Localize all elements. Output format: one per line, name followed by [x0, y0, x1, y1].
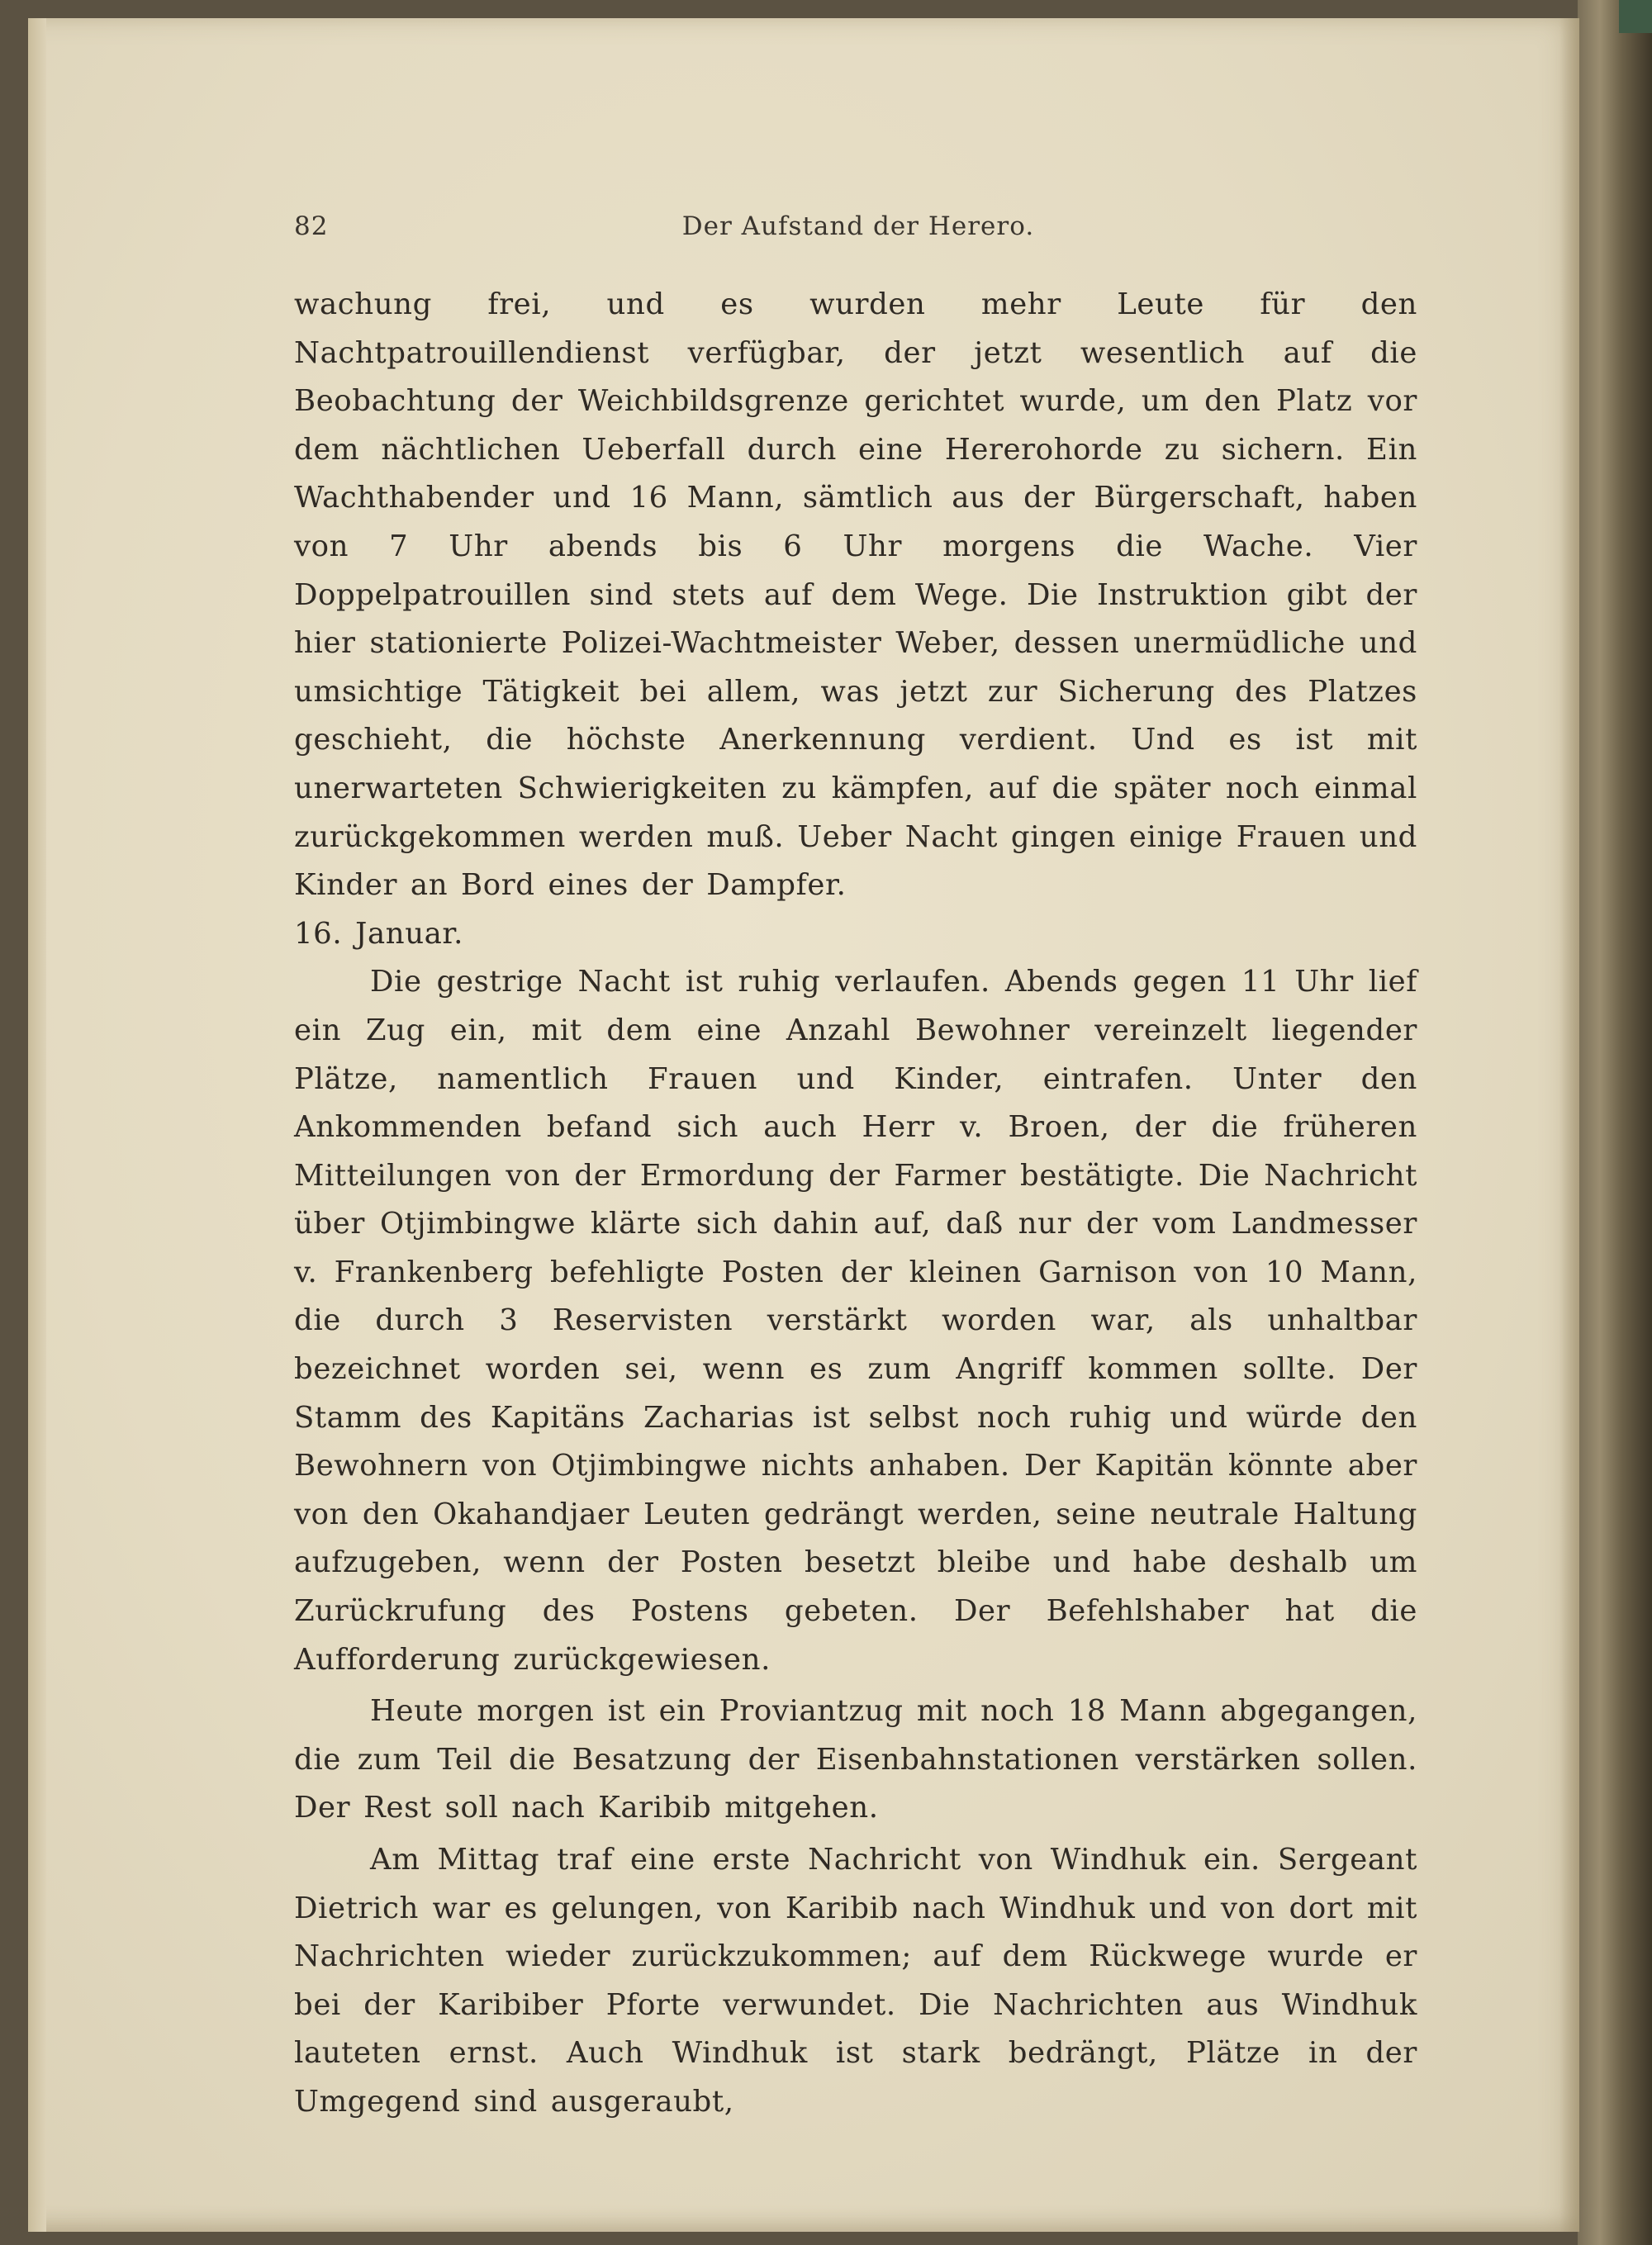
running-title: Der Aufstand der Herero. [681, 211, 1035, 241]
body-text [294, 281, 1417, 2127]
running-header [294, 211, 1422, 244]
page-gutter [28, 18, 46, 2232]
book-cover-edge [1578, 0, 1652, 2245]
paragraph: Heute morgen ist ein Proviantzug mit noch 18 Mann abgegangen, die zum Teil die Besatzung der Eisenbahnstationen verstärken sollen. Der Rest soll nach Karibib mitgehen. [294, 1694, 1417, 1825]
paragraph-continued: wachung frei, und es wurden mehr Leute für den Nachtpatrouillendienst verfügbar, der jetzt wesentlich auf die Beobachtung der Weichbildsgrenze gerichtet wurde, um den Platz vor dem nächtlichen Ueberfall durch eine Hererohorde zu sichern. Ein Wachthabender und 16 Mann, sämtlich aus der Bürgerschaft, haben von 7 Uhr abends bis 6 Uhr morgens die Wache. Vier Doppelpatrouillen sind stets auf dem Wege. Die Instruktion gibt der hier stationierte Polizei-Wachtmeister Weber, dessen unermüdliche und umsichtige Tätigkeit bei allem, was jetzt zur Sicherung des Platzes geschieht, die höchste Anerkennung verdient. Und es ist mit unerwarteten Schwierigkeiten zu kämpfen, auf die später noch einmal zurückgekommen werden muß. Ueber Nacht gingen einige Frauen und Kinder an Bord eines der Dampfer. [294, 287, 1417, 903]
paragraph: Am Mittag traf eine erste Nachricht von Windhuk ein. Sergeant Dietrich war es gelungen, von Karibib nach Windhuk und von dort mit Nachrichten wieder zurückzukommen; auf dem Rückwege wurde er bei der Karibiber Pforte verwundet. Die Nachrichten aus Windhuk lauteten ernst. Auch Windhuk ist stark bedrängt, Plätze in der Umgegend sind ausgeraubt, [294, 1843, 1417, 2119]
paragraph: Die gestrige Nacht ist ruhig verlaufen. Abends gegen 11 Uhr lief ein Zug ein, mit dem eine Anzahl Bewohner vereinzelt liegender Plätze, namentlich Frauen und Kinder, eintrafen. Unter den Ankommenden befand sich auch Herr v. Broen, der die früheren Mitteilungen von der Ermordung der Farmer bestätigte. Die Nachricht über Otjimbingwe klärte sich dahin auf, daß nur der vom Landmesser v. Frankenberg befehligte Posten der kleinen Garnison von 10 Mann, die durch 3 Reservisten verstärkt worden war, als unhaltbar bezeichnet worden sei, wenn es zum Angriff kommen sollte. Der Stamm des Kapitäns Zacharias ist selbst noch ruhig und würde den Bewohnern von Otjimbingwe nichts anhaben. Der Kapitän könnte aber von den Okahandjaer Leuten gedrängt werden, seine neutrale Haltung aufzugeben, wenn der Posten besetzt bleibe und habe deshalb um Zurückrufung des Postens gebeten. Der Befehlshaber hat die Aufforderung zurückgewiesen. [294, 965, 1417, 1677]
page-fold-shadow [1559, 18, 1579, 2232]
cover-corner [1619, 0, 1652, 33]
date-heading: 16. Januar. [294, 916, 463, 951]
page-number: 82 [294, 211, 329, 241]
